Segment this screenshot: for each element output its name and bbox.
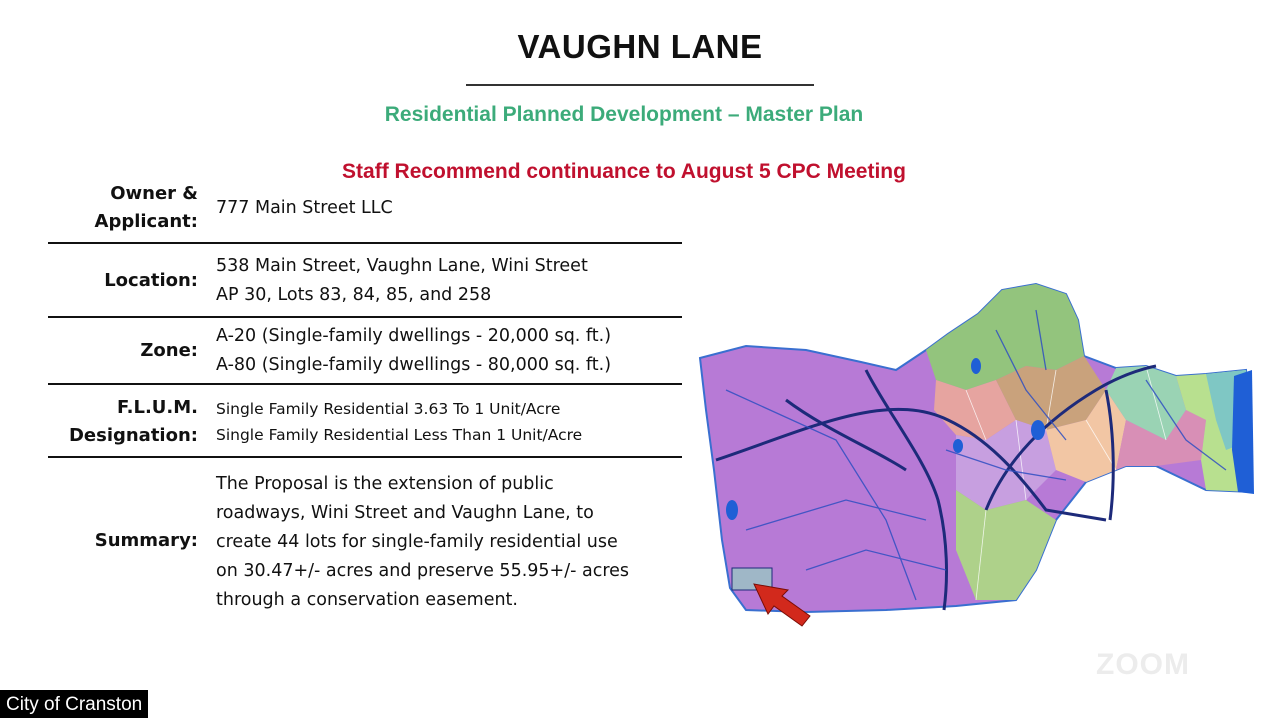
value-line: through a conservation easement. [216, 590, 518, 610]
row-zone [48, 322, 682, 382]
value-line: A-20 (Single-family dwellings - 20,000 sq. ft.) [216, 326, 612, 346]
label-line: Zone: [140, 340, 198, 361]
map-pond [953, 439, 963, 453]
zoning-map [686, 270, 1266, 630]
label-location [48, 267, 198, 295]
label-summary [48, 527, 198, 555]
map-pond [726, 500, 738, 520]
value-owner-applicant [216, 194, 686, 223]
label-line: Applicant: [94, 211, 198, 232]
map-pond [1031, 420, 1045, 440]
label-line: Owner & [110, 183, 198, 204]
value-line: A-80 (Single-family dwellings - 80,000 sq. ft.) [216, 355, 612, 375]
value-line: create 44 lots for single-family residential use [216, 532, 618, 552]
label-flum-designation [48, 394, 198, 450]
row-divider [48, 383, 682, 385]
value-line: on 30.47+/- acres and preserve 55.95+/- acres [216, 561, 630, 581]
staff-recommendation: Staff Recommend continuance to August 5 CPC Meeting [342, 160, 906, 183]
value-line: Single Family Residential 3.63 To 1 Unit/Acre [216, 400, 561, 418]
row-divider [48, 316, 682, 318]
value-line: The Proposal is the extension of public [216, 474, 554, 494]
value-flum-designation [216, 396, 686, 448]
row-divider [48, 242, 682, 244]
value-zone [216, 322, 686, 380]
slide-subtitle: Residential Planned Development – Master Plan [384, 103, 864, 126]
value-line: roadways, Wini Street and Vaughn Lane, to [216, 503, 594, 523]
row-location [48, 252, 682, 312]
value-line: AP 30, Lots 83, 84, 85, and 258 [216, 285, 492, 305]
label-owner-applicant [48, 180, 198, 236]
label-zone [48, 337, 198, 365]
source-label: City of Cranston [0, 690, 148, 718]
label-line: Designation: [68, 425, 198, 446]
row-flum-designation [48, 394, 682, 454]
value-summary [216, 470, 686, 615]
zoom-watermark: ZOOM [1096, 648, 1190, 681]
row-owner-applicant [48, 180, 682, 240]
slide-title: VAUGHN LANE [517, 28, 763, 65]
row-divider [48, 456, 682, 458]
label-line: Summary: [94, 530, 198, 551]
label-line: F.L.U.M. [117, 397, 198, 418]
value-line: 538 Main Street, Vaughn Lane, Wini Street [216, 256, 588, 276]
value-location [216, 252, 686, 310]
title-underline [466, 84, 814, 86]
label-line: Location: [104, 270, 198, 291]
value-line: Single Family Residential Less Than 1 Unit/Acre [216, 426, 583, 444]
value-line: 777 Main Street LLC [216, 198, 393, 218]
map-pond [971, 358, 981, 374]
row-summary [48, 470, 682, 620]
